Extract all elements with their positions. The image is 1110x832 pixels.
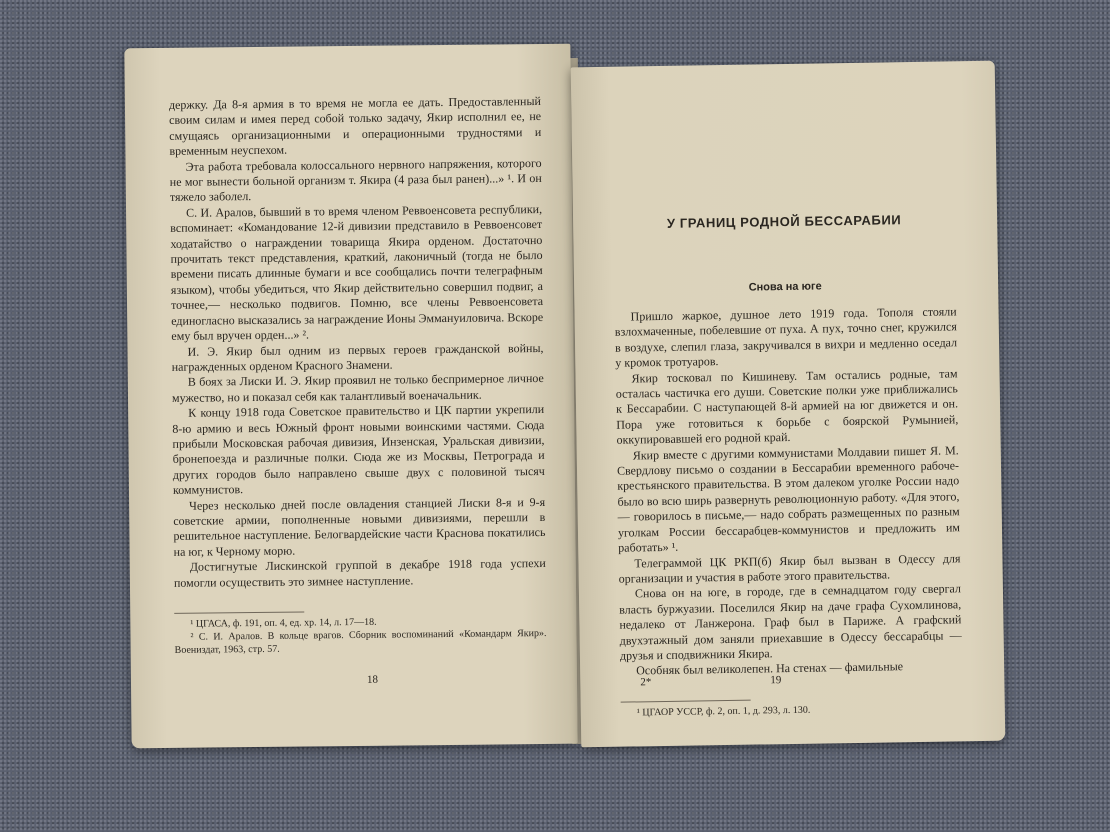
paragraph: В боях за Лиски И. Э. Якир проявил не только беспримерное личное мужество, но и показал себя как талантливый военачальник. (171, 371, 544, 405)
footnote-rule (174, 612, 304, 614)
paragraph: Якир вместе с другими коммунистами Молдавии пишет Я. М. Свердлову письмо о создании в Бессарабии временного рабоче-крестьянского правительства. В этом далеком уголке России надо было во всю ширь развернуть революционную работу. «Для этого,— говорилось в письме,— надо собрать размещенных по разным уголкам России бессарабцев-коммунистов и предложить им работать» ¹. (616, 442, 961, 555)
paragraph: Телеграммой ЦК РКП(б) Якир был вызван в Одессу для организации и участия в работе этого правительства. (618, 550, 961, 586)
right-page (571, 61, 1006, 748)
left-footnotes (174, 614, 546, 657)
paragraph: С. И. Аралов, бывший в то время членом Реввоенсовета республики, вспоминает: «Командование 12-й дивизии представило в Реввоенсовет ходатайство о награждении товарища Якира орденом. Достаточно прочитать текст представления, краткий, лаконичный (тогда не было времени писать длинные бумаги и все сообщались почти телеграфным языком), чтобы убедиться, что Якир действительно совершил подвиг, а точнее,— несколько подвигов. Помню, все члены Реввоенсовета единогласно высказались за награждение Ионы Эммануиловича. Вскоре ему был вручен орден...» ². (170, 201, 544, 343)
paragraph: держку. Да 8-я армия в то время не могла ее дать. Предоставленный своим силам и имея перед собой только задачу, Якир исполнил ее, не смущаясь организационными и операционными трудностями и временным неуспехом. (168, 93, 542, 159)
page-number: 19 (770, 674, 782, 687)
footnote: ² С. И. Аралов. В кольце врагов. Сборник воспоминаний «Командарм Якир». Воениздат, 1963, стр. 57. (174, 627, 547, 656)
chapter-title: У ГРАНИЦ РОДНОЙ БЕССАРАБИИ (666, 212, 902, 231)
page-number: 18 (366, 673, 379, 686)
footnote-rule (621, 699, 751, 702)
section-title: Снова на юге (748, 280, 822, 294)
paragraph: Снова он на юге, в городе, где в семнадцатом году свергал власть буржуазии. Поселился Якир на даче графа Сухомлинова, недалеко от Ланжерона. Граф был в Париже. А графский двухэтажный дом заняли приехавшие в Одессу бессарабцы — друзья и сподвижники Якира. (619, 581, 962, 663)
left-page (124, 44, 577, 749)
printer-signature: 2* (640, 676, 652, 689)
right-footnotes (621, 701, 963, 719)
paragraph: Пришло жаркое, душное лето 1919 года. Тополя стояли взлохмаченные, побелевшие от пуха. А пух, точно снег, кружился в воздухе, слепил глаза, закручивался в вихри и медленно оседал у кромок тротуаров. (614, 304, 958, 370)
left-page-body (169, 94, 546, 591)
footnote: ¹ ЦГАОР УССР, ф. 2, оп. 1, д. 293, л. 130. (636, 704, 811, 719)
paragraph: Достигнутые Лискинской группой в декабре 1918 года успехи помогли осуществить это зимнее наступление. (173, 556, 546, 590)
paragraph: Через несколько дней после овладения станцией Лиски 8-я и 9-я советские армии, пополненные новыми дивизиями, перешли в решительное наступление. Белогвардейские части Краснова покатились на юг, к Черному морю. (173, 494, 546, 559)
right-page-body (614, 304, 962, 679)
paragraph: Особняк был великолепен. На стенах — фамильные (636, 659, 904, 678)
paragraph: Эта работа требовала колоссального нервного напряжения, которого не мог вынести больной организм т. Якира (4 раза был ранен)...» ¹. И он тяжело заболел. (169, 155, 542, 205)
paragraph: Якир тосковал по Кишиневу. Там остались родные, там осталась частичка его души. Советские полки уже приближались к Бессарабии. С наступающей 8-й армией на юг движется и он. Пора уже готовиться к борьбе с боярской Румынией, оккупировавшей его родной край. (615, 365, 959, 447)
paragraph: К концу 1918 года Советское правительство и ЦК партии укрепили 8-ю армию и весь Южный фронт новыми воинскими частями. Сюда прибыли Московская рабочая дивизия, Инзенская, Уральская дивизии, бронепоезда и различные полки. Сюда же из Москвы, Петрограда и других городов было направлено свыше двух с половиной тысяч коммунистов. (172, 402, 545, 498)
footnote: ¹ ЦГАСА, ф. 191, оп. 4, ед. хр. 14, л. 17—18. (190, 616, 377, 630)
paragraph: И. Э. Якир был одним из первых героев гражданской войны, награжденных орденом Красного Знамени. (171, 340, 544, 374)
